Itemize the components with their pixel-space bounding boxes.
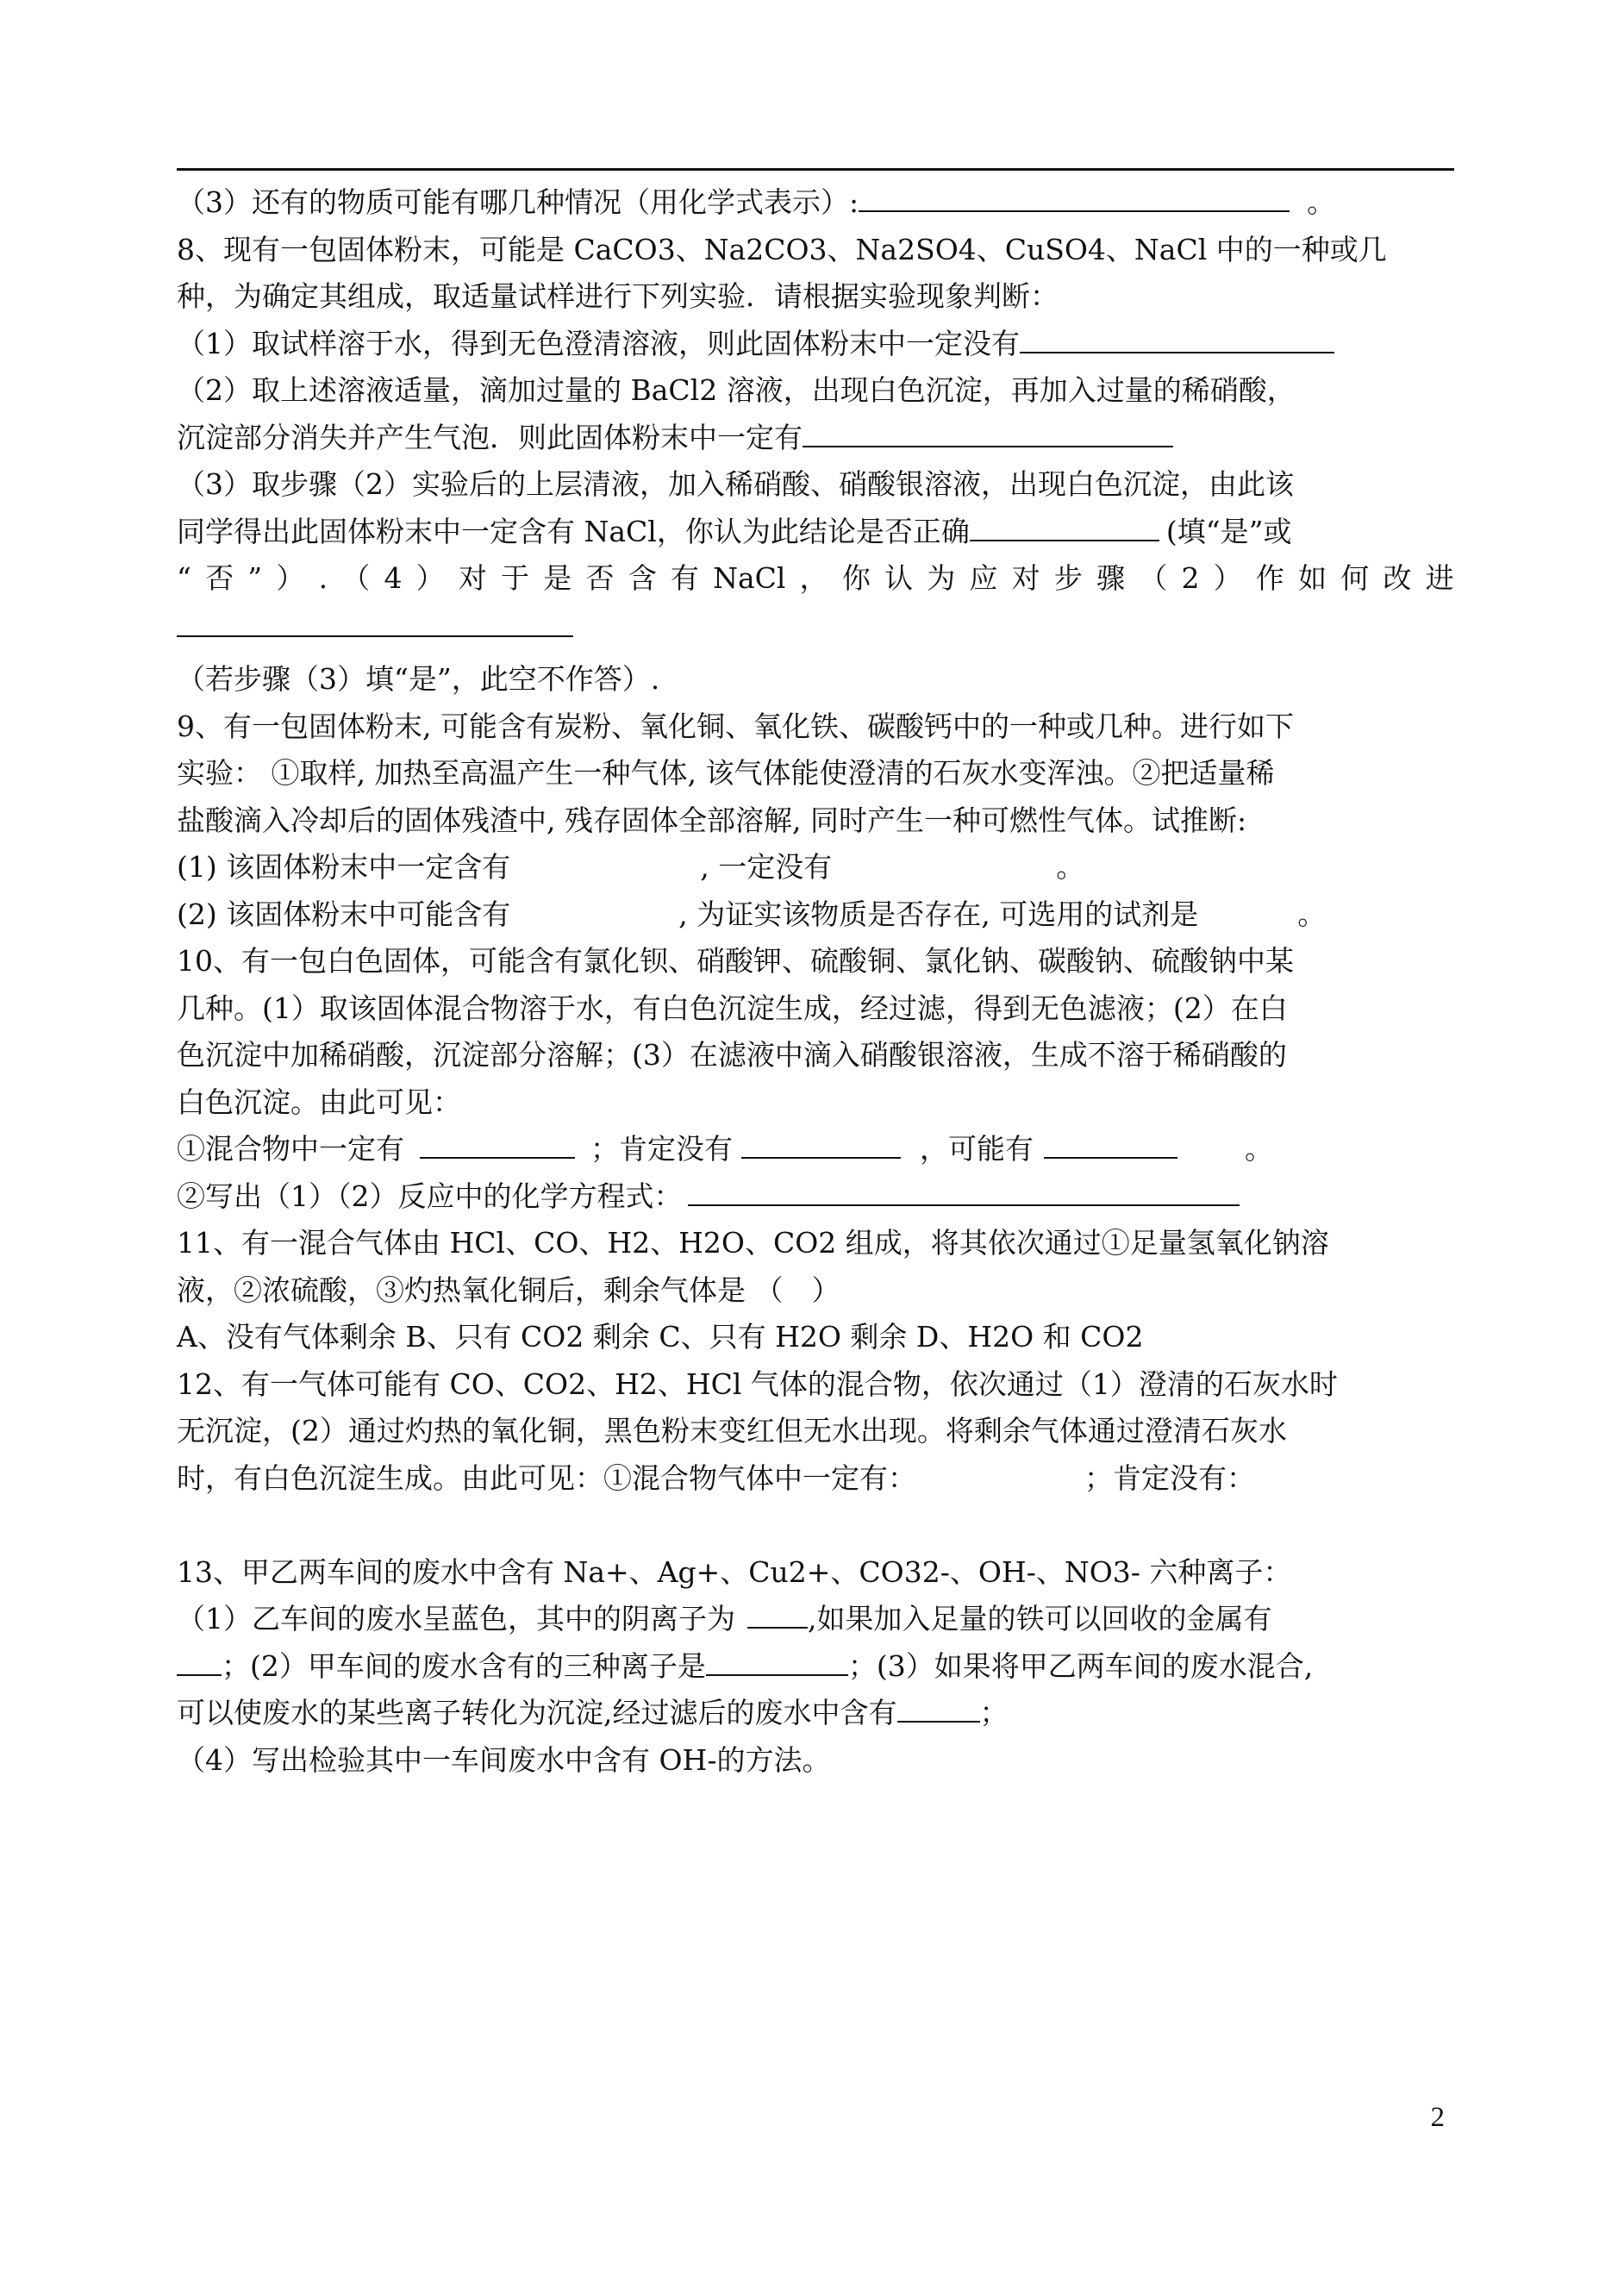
q8-part3-line-2 — [177, 509, 1454, 556]
text-char: 应 — [969, 561, 998, 595]
text-char: （ — [1139, 561, 1168, 595]
answer-blank[interactable] — [970, 509, 1159, 541]
q10-line-1 — [177, 938, 1454, 985]
text-line: ；(2）甲车间的废水含有的三种离子是 — [222, 1648, 706, 1683]
text-char: 否 — [585, 561, 615, 595]
q9-line-3 — [177, 797, 1454, 845]
text-line: 11、有一混合气体由 HCl、CO、H2、H2O、CO2 组成，将其依次通过①足量氢氧化钠溶 — [177, 1226, 1329, 1260]
text-char: 于 — [501, 561, 530, 595]
text-line: 液，②浓硫酸，③灼热氧化铜后，剩余气体是 （ ） — [177, 1273, 840, 1307]
text-char: 认 — [884, 561, 914, 595]
q11-line-2 — [177, 1267, 1454, 1315]
text-line: 8、现有一包固体粉末，可能是 CaCO3、Na2CO3、Na2SO4、CuSO4、NaCl 中的一种或几 — [177, 232, 1387, 266]
answer-blank[interactable] — [177, 1643, 222, 1676]
text-char: ） — [415, 561, 445, 595]
text-char: 作 — [1255, 561, 1284, 595]
text-char: 对 — [1011, 561, 1040, 595]
text-char: ） — [1213, 561, 1242, 595]
text-line: 。 — [1307, 185, 1336, 219]
q13-line-3 — [177, 1643, 1454, 1691]
text-line: (2) 该固体粉末中可能含有 — [177, 897, 511, 931]
q8-part2-line-1 — [177, 367, 1454, 415]
text-char: 对 — [458, 561, 487, 595]
q8-part1-line — [177, 321, 1454, 368]
text-char: ， — [799, 561, 828, 595]
text-line: 种，为确定其组成，取适量试样进行下列实验．请根据实验现象判断： — [177, 279, 1059, 313]
text-line: （4）写出检验其中一车间废水中含有 OH-的方法。 — [177, 1742, 831, 1777]
text-char: 改 — [1383, 561, 1412, 595]
text-line: 。 — [1056, 850, 1085, 884]
q12-line-1 — [177, 1361, 1454, 1409]
text-line: 沉淀部分消失并产生气泡．则此固体粉末中一定有 — [177, 420, 803, 454]
text-line: ； — [979, 1696, 1009, 1729]
text-line: 同学得出此固体粉末中一定含有 NaCl，你认为此结论是否正确 — [177, 514, 970, 548]
text-line: 9、有一包固体粉末, 可能含有炭粉、氧化铜、氧化铁、碳酸钙中的一种或几种。进行如下 — [177, 709, 1294, 743]
answer-blank[interactable] — [177, 610, 573, 637]
text-line: （1）乙车间的废水呈蓝色，其中的阴离子为 — [177, 1602, 735, 1635]
text-line: 色沉淀中加稀硝酸，沉淀部分溶解；(3）在滤液中滴入硝酸银溶液，生成不溶于稀硝酸的 — [177, 1038, 1287, 1072]
text-line: （2）取上述溶液适量，滴加过量的 BaCl2 溶液，出现白色沉淀，再加入过量的稀硝酸， — [177, 373, 1296, 407]
header-rule — [177, 168, 1454, 171]
text-char: 有 — [670, 561, 699, 595]
q13-line-5 — [177, 1737, 1454, 1785]
text-line: 实验： ①取样, 加热至高温产生一种气体, 该气体能使澄清的石灰水变浑浊。②把适量稀 — [177, 756, 1275, 790]
text-char: 是 — [543, 561, 572, 595]
q10-line-3 — [177, 1032, 1454, 1079]
text-char: ” — [247, 561, 263, 595]
text-char: 你 — [841, 561, 871, 595]
text-line: (1) 该固体粉末中一定含有 — [177, 850, 511, 884]
answer-blank[interactable] — [741, 1126, 901, 1159]
text-char: “ — [177, 561, 191, 595]
answer-blank[interactable] — [420, 1126, 575, 1159]
text-line: 12、有一气体可能有 CO、CO2、H2、HCl 气体的混合物，依次通过（1）澄清的石灰水时 — [177, 1366, 1338, 1401]
text-line: ，可能有 — [920, 1132, 1034, 1166]
text-line: A、没有气体剩余 B、只有 CO2 剩余 C、只有 H2O 剩余 D、H2O 和 CO2 — [177, 1320, 1144, 1354]
answer-blank[interactable] — [1044, 1126, 1177, 1159]
text-line: 几种。(1）取该固体混合物溶于水，有白色沉淀生成，经过滤，得到无色滤液；(2）在白 — [177, 991, 1288, 1025]
q9-part2-line — [177, 891, 1454, 939]
q9-part1-line — [177, 844, 1454, 891]
q7-part3-line — [177, 179, 1454, 227]
q13-line-1 — [177, 1549, 1454, 1597]
answer-blank[interactable] — [897, 1690, 980, 1723]
answer-blank[interactable] — [688, 1173, 1240, 1206]
text-line: ,如果加入足量的铁可以回收的金属有 — [808, 1602, 1272, 1635]
text-char: 2 — [1181, 561, 1200, 595]
q10-line-2 — [177, 985, 1454, 1033]
text-line: 13、甲乙两车间的废水中含有 Na+、Ag+、Cu2+、CO32-、OH-、NO3- 六种离子： — [177, 1554, 1292, 1589]
text-char: 否 — [205, 561, 234, 595]
text-line: 盐酸滴入冷却后的固体残渣中, 残存固体全部溶解, 同时产生一种可燃性气体。试推断: — [177, 803, 1247, 837]
text-char: 何 — [1340, 561, 1370, 595]
text-line: ；(3）如果将甲乙两车间的废水混合, — [847, 1648, 1314, 1683]
answer-blank[interactable] — [1020, 321, 1334, 353]
text-char: NaCl — [713, 561, 786, 595]
text-line: ；肯定没有： — [1084, 1460, 1255, 1495]
text-line: （若步骤（3）填“是”，此空不作答）. — [177, 662, 660, 696]
q8-part3-line-1 — [177, 461, 1454, 509]
q12-line-2 — [177, 1408, 1454, 1455]
q8-part4-blank-line — [177, 610, 1454, 657]
q9-line-2 — [177, 750, 1454, 797]
q13-line-2 — [177, 1596, 1454, 1643]
text-line: ②写出（1）（2）反应中的化学方程式： — [177, 1179, 683, 1213]
q10-part1-line — [177, 1126, 1454, 1173]
text-line: ①混合物中一定有 — [177, 1132, 404, 1166]
text-char: 步 — [1053, 561, 1083, 595]
text-line: , 一定没有 — [700, 850, 833, 884]
q11-options-line — [177, 1314, 1454, 1361]
text-line: （3）还有的物质可能有哪几种情况（用化学式表示）: — [177, 185, 859, 219]
text-char: 含 — [628, 561, 657, 595]
text-char: ） — [276, 561, 305, 595]
q11-line-1 — [177, 1220, 1454, 1267]
q8-line-2 — [177, 273, 1454, 321]
q9-line-1 — [177, 704, 1454, 751]
text-line: (填“是”或 — [1165, 514, 1292, 548]
page-number: 2 — [1430, 2102, 1445, 2133]
text-char: （ — [341, 561, 371, 595]
q8-part4-line — [177, 555, 1454, 603]
q8-line-1 — [177, 227, 1454, 274]
text-line: , 为证实该物质是否存在, 可选用的试剂是 — [678, 897, 1199, 931]
text-line: （3）取步骤（2）实验后的上层清液，加入稀硝酸、硝酸银溶液，出现白色沉淀，由此该 — [177, 467, 1294, 501]
q8-part2-line-2 — [177, 415, 1454, 462]
answer-blank[interactable] — [859, 179, 1290, 212]
text-char: 4 — [384, 561, 403, 595]
q10-part2-line — [177, 1173, 1454, 1221]
text-line: 无沉淀，(2）通过灼热的氧化铜，黑色粉末变红但无水出现。将剩余气体通过澄清石灰水 — [177, 1414, 1287, 1448]
text-line: 白色沉淀。由此可见： — [177, 1085, 461, 1119]
text-char: . — [318, 561, 328, 595]
text-line: 时，有白色沉淀生成。由此可见：①混合物气体中一定有： — [177, 1460, 916, 1495]
text-line: 10、有一包白色固体，可能含有氯化钡、硝酸钾、硫酸铜、氯化钠、碳酸钠、硫酸钠中某 — [177, 944, 1294, 978]
q12-line-3 — [177, 1455, 1454, 1503]
text-line: 可以使废水的某些离子转化为沉淀,经过滤后的废水中含有 — [177, 1696, 897, 1729]
blank-line — [177, 1502, 1454, 1549]
text-char: 为 — [927, 561, 956, 595]
answer-blank[interactable] — [803, 415, 1173, 447]
text-char: 进 — [1425, 561, 1454, 595]
q8-note-line — [177, 656, 1454, 704]
text-char: 骤 — [1096, 561, 1126, 595]
text-line: （1）取试样溶于水，得到无色澄清溶液，则此固体粉末中一定没有 — [177, 326, 1020, 360]
q13-line-4 — [177, 1690, 1454, 1737]
text-line: ；肯定没有 — [590, 1132, 733, 1166]
answer-blank[interactable] — [747, 1596, 808, 1629]
text-char: 如 — [1298, 561, 1327, 595]
answer-blank[interactable] — [706, 1643, 848, 1676]
document-body — [177, 179, 1454, 1784]
q10-line-4 — [177, 1079, 1454, 1127]
text-line: 。 — [1297, 897, 1327, 931]
text-line: 。 — [1245, 1132, 1273, 1166]
